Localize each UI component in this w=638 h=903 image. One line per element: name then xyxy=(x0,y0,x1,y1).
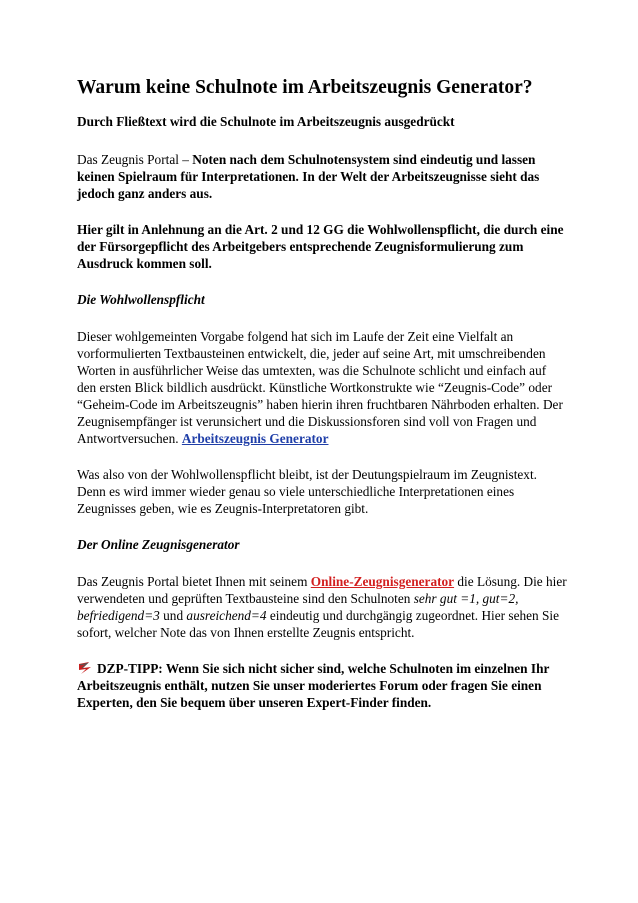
tip-text: DZP-TIPP: Wenn Sie sich nicht sicher sind, welche Schulnoten im einzelnen Ihr Arbeitszeugnis enthält, nutzen Sie unser moderiertes Forum oder fragen Sie einen Experten, den Sie bequem über unseren Expert-Finder finden. xyxy=(77,661,550,710)
intro-lead: Das Zeugnis Portal – xyxy=(77,152,193,167)
generator-text-mid: die Lösung. Die hier verwendeten und geprüften Textbausteine sind den Schulnoten xyxy=(77,574,567,606)
generator-text-und: und xyxy=(159,608,187,623)
section-heading-online-generator: Der Online Zeugnisgenerator xyxy=(77,537,240,552)
generator-text-pre: Das Zeugnis Portal bietet Ihnen mit seinem xyxy=(77,574,311,589)
law-paragraph: Hier gilt in Anlehnung an die Art. 2 und 12 GG die Wohlwollenspflicht, die durch eine der Fürsorgepflicht des Arbeitgebers entsprechende Zeugnisformulierung zum Ausdruck kommen soll. xyxy=(77,222,564,271)
online-zeugnisgenerator-link[interactable]: Online-Zeugnisgenerator xyxy=(310,574,455,589)
page-subtitle: Durch Fließtext wird die Schulnote im Arbeitszeugnis ausgedrückt xyxy=(77,114,455,129)
arbeitszeugnis-generator-link[interactable]: Arbeitszeugnis Generator xyxy=(181,431,329,446)
wohlwollen-paragraph xyxy=(77,328,567,447)
deutung-paragraph: Was also von der Wohlwollenspflicht bleibt, ist der Deutungspielraum im Zeugnistext. Denn es wird immer wieder genau so viele unterschiedliche Interpretationen eines Zeugnisses geben, wie es Zeugnis-Interpretatoren gibt. xyxy=(77,467,537,516)
intro-bold: Noten nach dem Schulnotensystem sind eindeutig und lassen keinen Spielraum für Interpretationen. In der Welt der Arbeitszeugnisse sieht das jedoch ganz anders aus. xyxy=(77,152,540,201)
intro-paragraph xyxy=(77,151,567,202)
document-page xyxy=(77,76,567,711)
section-heading-wohlwollenspflicht: Die Wohlwollenspflicht xyxy=(77,292,205,307)
grades-italic-2: ausreichend=4 xyxy=(186,608,267,623)
page-title: Warum keine Schulnote im Arbeitszeugnis Generator? xyxy=(77,77,533,98)
generator-paragraph xyxy=(77,573,567,641)
dzp-logo-icon xyxy=(77,660,93,676)
generator-text-post: eindeutig und durchgängig zugeordnet. Hier sehen Sie sofort, welcher Note das von Ihnen erstellte Zeugnis entspricht. xyxy=(77,608,559,640)
tip-paragraph xyxy=(77,660,567,711)
wohlwollen-text: Dieser wohlgemeinten Vorgabe folgend hat sich im Laufe der Zeit eine Vielfalt an vorformulierten Textbausteinen entwickelt, die, jeder auf seine Art, mit umschreibenden Worten in ausführlicher Weise das umtexten, was die Schulnote schlicht und einfach auf den ersten Blick bildlich ausdrückt. Künstliche Wortkonstrukte wie “Zeugnis-Code” oder “Geheim-Code im Arbeitszeugnis” haben hierin ihren fruchtbaren Nährboden erhalten. Der Zeugnisempfänger ist verunsichert und die Diskussionsforen sind voll von Fragen und Antwortversuchen. xyxy=(77,329,563,446)
grades-italic-1: sehr gut =1, gut=2, befriedigend=3 xyxy=(77,591,519,623)
